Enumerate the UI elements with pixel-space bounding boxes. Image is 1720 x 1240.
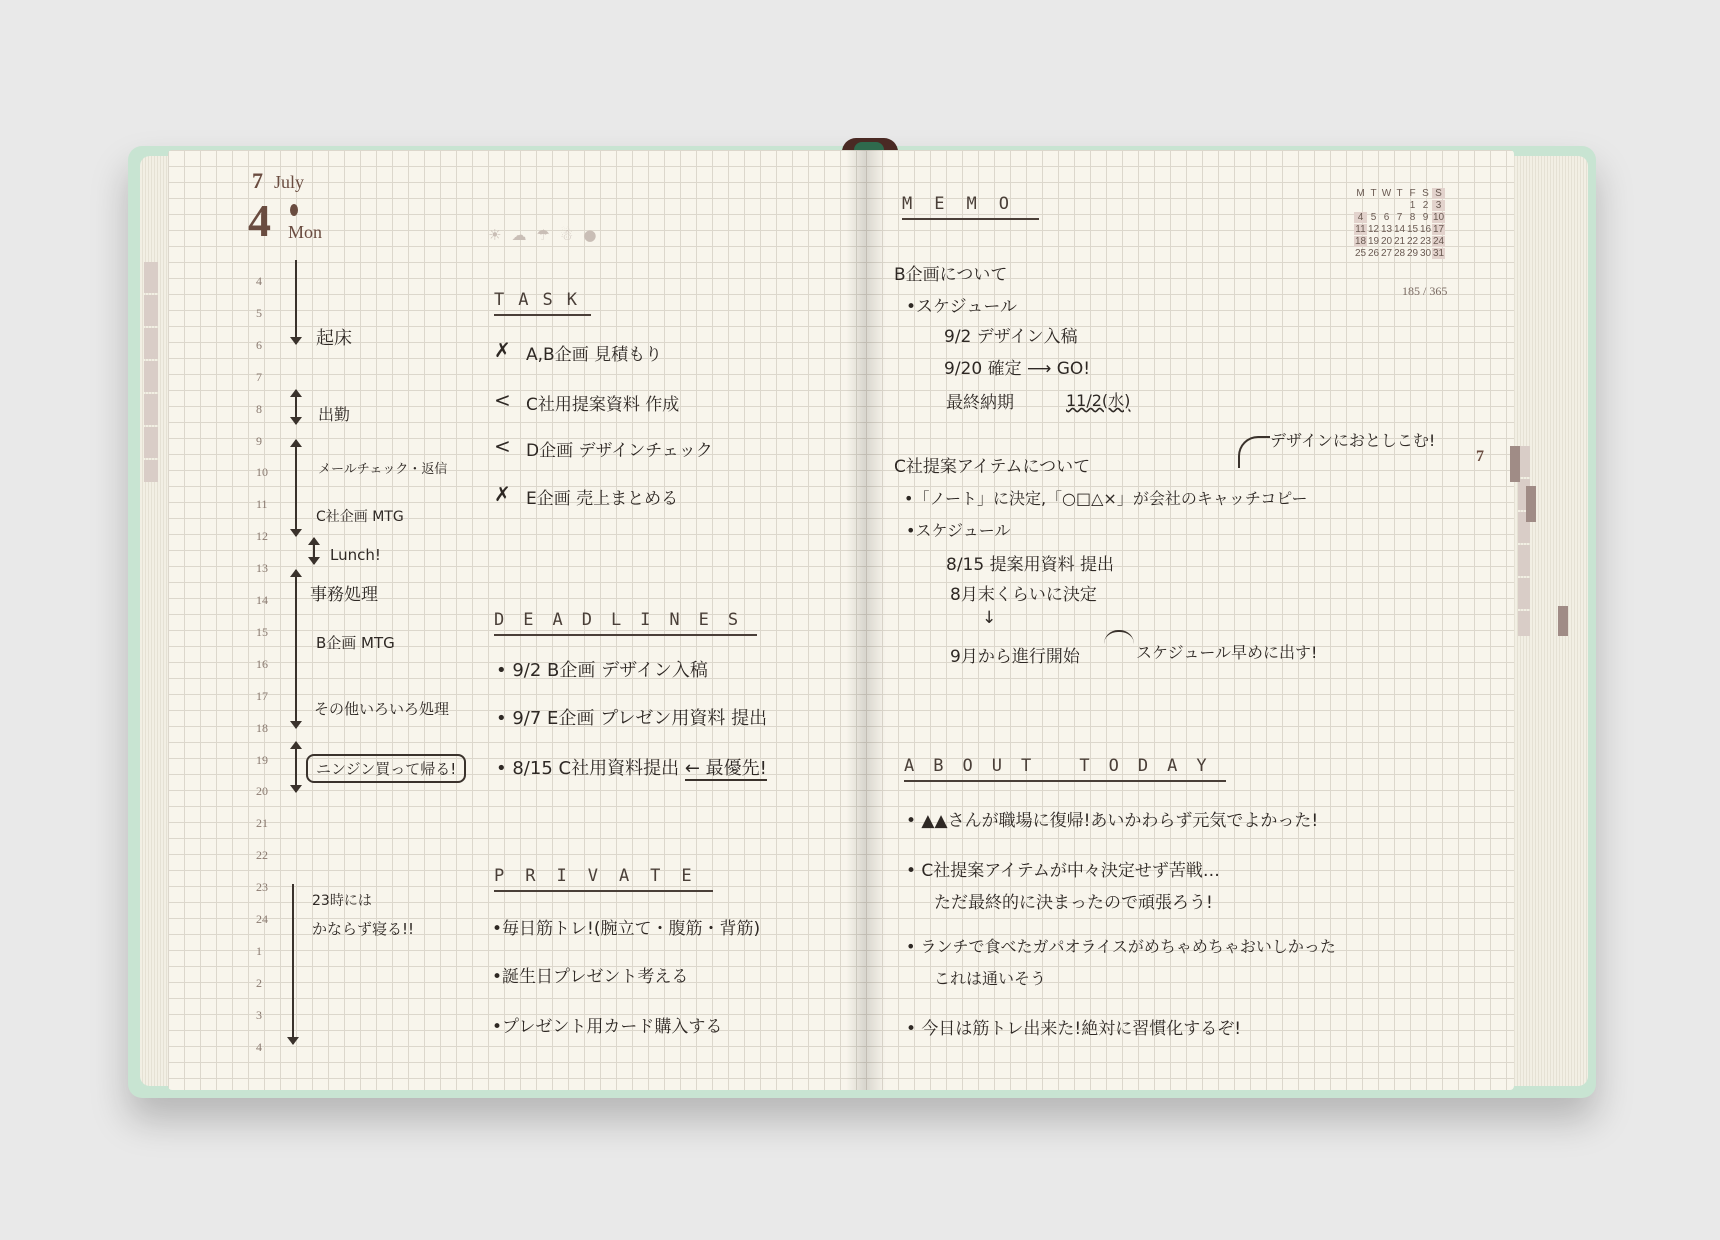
memo-line: 11/2(水)	[1066, 391, 1131, 410]
calendar-day: 13	[1380, 224, 1393, 235]
bullet: •	[496, 660, 513, 681]
about-line: • C社提案アイテムが中々決定せず苦戦…	[906, 861, 1220, 881]
schedule-entry: かならず寝る!!	[312, 920, 415, 938]
memo-line: 9/20 確定 ⟶ GO!	[944, 359, 1091, 379]
hour-label: 6	[256, 337, 262, 352]
hour-label: 3	[256, 1007, 262, 1022]
private-heading: PRIVATE	[494, 866, 713, 892]
hour-label: 5	[256, 305, 262, 320]
about-line: • ランチで食べたガパオライスがめちゃめちゃおいしかった	[906, 937, 1336, 956]
schedule-entry: 出勤	[318, 405, 351, 424]
hour-label: 11	[256, 497, 268, 512]
hour-label: 2	[256, 975, 262, 990]
hour-label: 18	[256, 720, 268, 735]
calendar-day: 15	[1406, 224, 1419, 235]
hour-label: 9	[256, 433, 262, 448]
calendar-day: 29	[1406, 248, 1419, 259]
drop-icon: ●	[583, 226, 607, 244]
calendar-weekday: M	[1356, 188, 1365, 199]
weekday: Mon	[288, 222, 323, 242]
calendar-day	[1367, 200, 1380, 211]
calendar-day: 7	[1396, 212, 1403, 223]
deadline-text: C社用資料提出	[558, 758, 680, 779]
task-text: A,B企画 見積もり	[526, 345, 663, 365]
month-tab-label: 7	[1476, 448, 1484, 465]
hour-label: 24	[256, 912, 268, 926]
calendar-weekday: T	[1370, 188, 1377, 199]
timeline-bar	[295, 570, 297, 728]
memo-line: 9月から進行開始	[950, 647, 1080, 667]
calendar-day: 31	[1432, 248, 1445, 259]
day-number: 4	[248, 195, 271, 246]
memo-line: •スケジュール	[906, 297, 1018, 317]
day-counter: 185 / 365	[1402, 284, 1448, 298]
cloud-icon: ☁	[511, 226, 537, 244]
memo-line: C社提案アイテムについて	[894, 457, 1091, 477]
calendar-day: 3	[1432, 200, 1445, 211]
moon-phase-icon	[290, 204, 298, 216]
schedule-entry: C社企画 MTG	[316, 509, 404, 525]
about-line: • ▲▲さんが職場に復帰!あいかわらず元気でよかった!	[906, 811, 1319, 831]
task-status-mark: <	[494, 388, 511, 412]
schedule-entry: 事務処理	[310, 585, 378, 605]
timeline-bar	[295, 742, 297, 792]
calendar-day: 8	[1409, 212, 1416, 223]
task-text: E企画 売上まとめる	[526, 489, 679, 509]
hour-label: 15	[256, 624, 268, 639]
memo-line: スケジュール早めに出す!	[1136, 643, 1318, 662]
snowman-icon: ☃	[559, 226, 584, 244]
task-status-mark: <	[494, 434, 511, 458]
memo-line: 8月末くらいに決定	[950, 585, 1097, 605]
schedule-entry-boxed: ニンジン買って帰る!	[306, 754, 466, 783]
memo-line: •スケジュール	[906, 521, 1011, 540]
calendar-day: 10	[1432, 212, 1445, 223]
task-text: C社用提案資料 作成	[526, 395, 680, 415]
memo-line: B企画について	[894, 265, 1008, 285]
calendar-day: 11	[1355, 224, 1366, 235]
calendar-day: 12	[1367, 224, 1380, 235]
schedule-entry: B企画 MTG	[316, 634, 395, 652]
schedule-entry: メールチェック・返信	[318, 462, 448, 477]
calendar-day: 20	[1380, 236, 1393, 247]
schedule-entry: Lunch!	[330, 546, 381, 564]
calendar-day: 5	[1370, 212, 1377, 223]
calendar-day: 21	[1393, 236, 1406, 247]
umbrella-icon: ☂	[536, 226, 560, 244]
hour-label: 21	[256, 816, 268, 831]
deadline-text: B企画 デザイン入稿	[547, 660, 708, 681]
calendar-day	[1393, 200, 1406, 211]
month-number: 7	[252, 168, 263, 193]
memo-line: 9/2 デザイン入稿	[944, 327, 1078, 347]
deadline-item	[496, 754, 767, 780]
calendar-day: 9	[1422, 212, 1429, 223]
timeline-bar	[295, 260, 297, 344]
deadline-date: 9/7	[512, 708, 542, 729]
calendar-day: 16	[1419, 224, 1432, 235]
calendar-weekday: S	[1422, 188, 1429, 199]
calendar-day: 6	[1383, 212, 1390, 223]
schedule-entry: 起床	[316, 328, 352, 349]
calendar-day: 14	[1393, 224, 1406, 235]
task-status-mark: ✗	[494, 338, 511, 362]
task-text: D企画 デザインチェック	[526, 441, 713, 461]
hour-label: 12	[256, 529, 268, 544]
about-line: ただ最終的に決まったので頑張ろう!	[934, 893, 1213, 913]
calendar-day: 23	[1419, 236, 1432, 247]
deadline-text: E企画 プレゼン用資料 提出	[547, 708, 768, 729]
hour-label: 14	[256, 593, 268, 607]
hour-label: 7	[256, 369, 262, 384]
mini-calendar	[1354, 188, 1445, 259]
current-month-tab	[1510, 446, 1520, 482]
hour-label: 17	[256, 688, 268, 703]
calendar-day: 26	[1367, 248, 1380, 259]
deadline-date: 8/15	[512, 758, 553, 779]
timeline-bar	[292, 884, 294, 1044]
calendar-day: 22	[1406, 236, 1419, 247]
current-month-tab-step	[1526, 486, 1536, 522]
private-item: •プレゼント用カード購入する	[492, 1017, 723, 1037]
calendar-weekday: S	[1432, 188, 1445, 199]
calendar-day: 17	[1432, 224, 1445, 235]
hour-label: 22	[256, 848, 268, 863]
hour-label: 1	[256, 943, 262, 958]
private-item: •誕生日プレゼント考える	[492, 967, 689, 987]
calendar-day	[1380, 200, 1393, 211]
about-today-heading: ABOUT TODAY	[904, 756, 1226, 782]
timeline-bar	[295, 440, 297, 536]
hour-label: 16	[256, 656, 268, 671]
deadline-date: 9/2	[512, 660, 542, 681]
bullet: •	[496, 758, 513, 779]
memo-line: 8/15 提案用資料 提出	[946, 555, 1114, 575]
task-status-mark: ✗	[494, 482, 511, 506]
hour-label: 10	[256, 465, 268, 480]
bullet: •	[496, 708, 513, 729]
calendar-day	[1354, 200, 1367, 211]
calendar-weekday: W	[1381, 188, 1392, 199]
timeline-bar	[313, 538, 315, 564]
deadline-item	[496, 656, 708, 682]
hour-label: 13	[256, 561, 268, 576]
hour-label: 23	[256, 880, 268, 895]
left-month-index	[144, 262, 158, 482]
current-month-tab-step2	[1558, 606, 1568, 636]
schedule-entry: その他いろいろ処理	[314, 700, 450, 718]
hour-label: 20	[256, 784, 268, 799]
about-line: これは通いそう	[934, 969, 1047, 988]
deadline-note: ← 最優先!	[684, 758, 767, 779]
calendar-weekday: T	[1396, 188, 1403, 199]
weather-icons	[488, 226, 606, 244]
deadlines-heading: DEADLINES	[494, 610, 757, 636]
schedule-entry: 23時には	[312, 893, 372, 909]
hour-label: 4	[256, 1039, 262, 1054]
private-item: •毎日筋トレ!(腕立て・腹筋・背筋)	[492, 919, 761, 939]
memo-heading: MEMO	[902, 194, 1039, 220]
hour-label: 19	[256, 752, 268, 767]
calendar-day: 2	[1422, 200, 1429, 211]
memo-line: デザインにおとしこむ!	[1270, 431, 1436, 450]
hour-label: 4	[256, 274, 262, 288]
task-heading: TASK	[494, 290, 591, 316]
calendar-day: 30	[1419, 248, 1432, 259]
calendar-day: 28	[1393, 248, 1406, 259]
sun-icon: ☀	[488, 226, 512, 244]
spine-shadow	[846, 150, 886, 1090]
memo-line: 最終納期	[946, 393, 1014, 413]
calendar-day: 1	[1409, 200, 1416, 211]
month-name: July	[274, 172, 305, 192]
calendar-day: 19	[1367, 236, 1380, 247]
hour-label: 8	[256, 401, 262, 416]
about-line: • 今日は筋トレ出来た!絶対に習慣化するぞ!	[906, 1019, 1242, 1039]
timeline-bar	[295, 390, 297, 424]
calendar-day: 24	[1432, 236, 1445, 247]
calendar-day: 25	[1354, 248, 1367, 259]
memo-line: •「ノート」に決定,「○□△×」が会社のキャッチコピー	[904, 489, 1308, 508]
calendar-day: 4	[1354, 212, 1367, 223]
calendar-weekday: F	[1409, 188, 1416, 199]
calendar-day: 27	[1380, 248, 1393, 259]
calendar-day: 18	[1354, 236, 1367, 247]
deadline-item	[496, 704, 767, 730]
memo-line: ↓	[982, 608, 997, 628]
